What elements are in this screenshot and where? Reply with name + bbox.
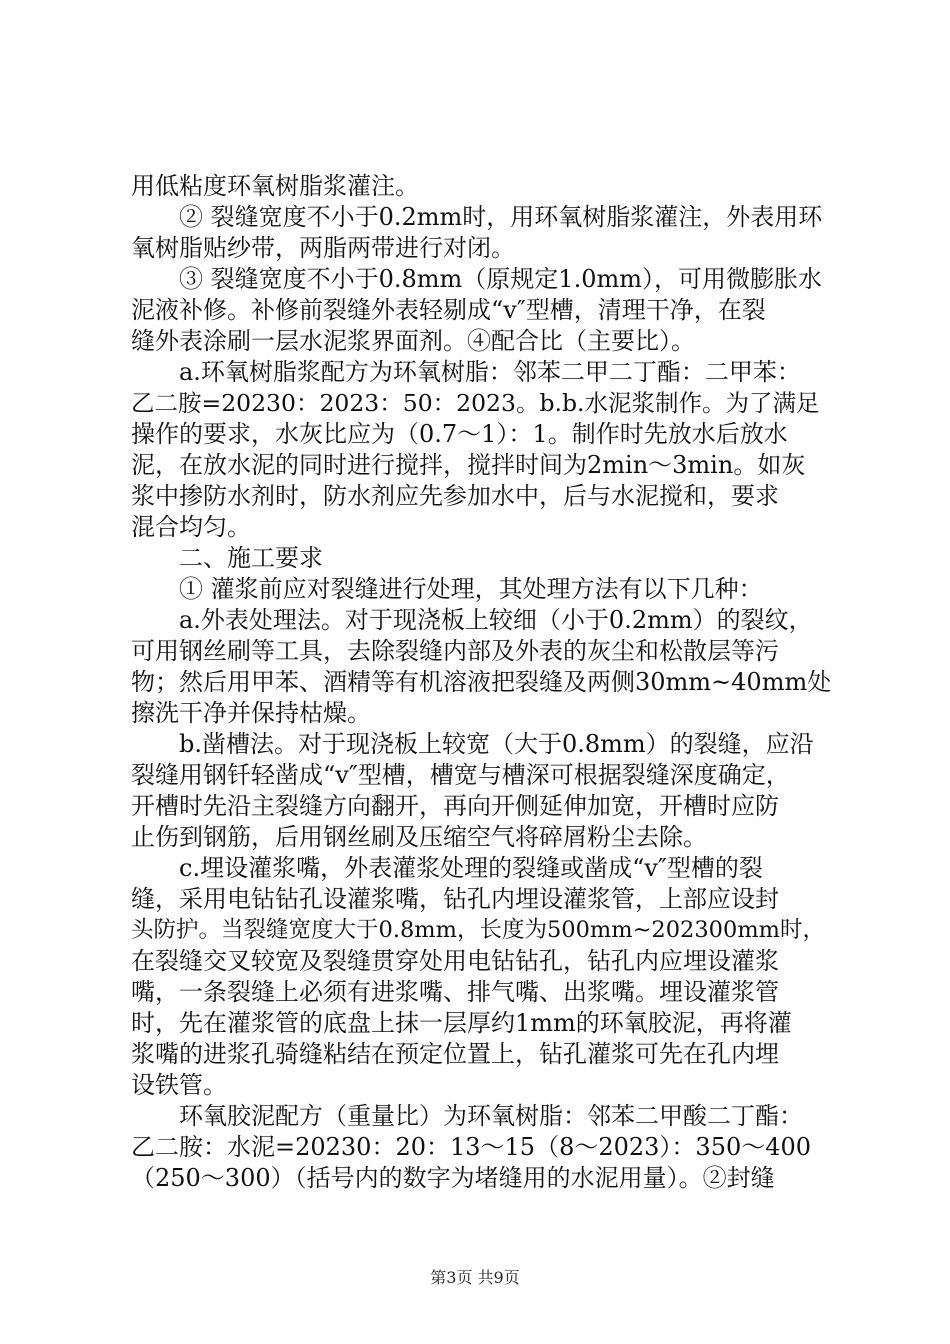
text-line: 缝外表涂刷一层水泥浆界面剂。④配合比（主要比）。	[131, 327, 695, 355]
text-line: 缝，采用电钻钻孔设灌浆嘴，钻孔内埋设灌浆管，上部应设封	[131, 885, 779, 913]
page-footer: 第3页 共9页	[430, 1268, 520, 1287]
text-line: 设铁管。	[131, 1071, 227, 1099]
text-line: 开槽时先沿主裂缝方向翻开，再向开侧延伸加宽，开槽时应防	[131, 792, 779, 820]
text-line: 裂缝用钢钎轻凿成“v″型槽，槽宽与槽深可根据裂缝深度确定，	[131, 761, 790, 789]
text-line: b.凿槽法。对于现浇板上较宽（大于0.8mm）的裂缝，应沿	[131, 730, 814, 758]
text-line: ③ 裂缝宽度不小于0.8mm（原规定1.0mm），可用微膨胀水	[131, 265, 822, 293]
text-line: 嘴，一条裂缝上必须有进浆嘴、排气嘴、出浆嘴。埋设灌浆管	[131, 978, 779, 1006]
text-line: 可用钢丝刷等工具，去除裂缝内部及外表的灰尘和松散层等污	[131, 637, 779, 665]
text-line: 物；然后用甲苯、酒精等有机溶液把裂缝及两侧30mm~40mm处	[131, 668, 832, 696]
text-line: 乙二胺=20230：2023：50：2023。b.b.水泥浆制作。为了满足	[131, 389, 820, 417]
text-line: （250～300）（括号内的数字为堵缝用的水泥用量）。②封缝	[131, 1164, 775, 1192]
text-line: ② 裂缝宽度不小于0.2mm时，用环氧树脂浆灌注，外表用环	[131, 203, 823, 231]
text-line: a.环氧树脂浆配方为环氧树脂：邻苯二甲二丁酯：二甲苯：	[131, 358, 801, 386]
text-line: 头防护。当裂缝宽度大于0.8mm，长度为500mm~202300mm时，	[131, 917, 825, 943]
text-line: 时，先在灌浆管的底盘上抹一层厚约1mm的环氧胶泥，再将灌	[131, 1009, 792, 1037]
text-line: c.埋设灌浆嘴，外表灌浆处理的裂缝或凿成“v″型槽的裂	[131, 854, 763, 882]
text-line: 环氧胶泥配方（重量比）为环氧树脂：邻苯二甲酸二丁酯：	[131, 1102, 803, 1130]
text-line: 泥，在放水泥的同时进行搅拌，搅拌时间为2min～3min。如灰	[131, 451, 806, 479]
text-line: 操作的要求，水灰比应为（0.7～1）：1。制作时先放水后放水	[131, 420, 788, 448]
text-line: 二、施工要求	[131, 544, 323, 572]
text-line: 浆嘴的进浆孔骑缝粘结在预定位置上，钻孔灌浆可先在孔内埋	[131, 1040, 779, 1068]
text-line: 混合均匀。	[131, 513, 251, 541]
text-line: a.外表处理法。对于现浇板上较细（小于0.2mm）的裂纹，	[131, 606, 813, 634]
body-text	[131, 171, 831, 1194]
text-line: 氧树脂贴纱带，两脂两带进行对闭。	[131, 234, 515, 262]
text-line: 乙二胺：水泥=20230：20：13～15（8～2023）：350～400	[131, 1133, 812, 1161]
text-line: ① 灌浆前应对裂缝进行处理，其处理方法有以下几种：	[131, 575, 763, 603]
text-line: 在裂缝交叉较宽及裂缝贯穿处用电钻钻孔，钻孔内应埋设灌浆	[131, 947, 779, 975]
text-line: 擦洗干净并保持枯燥。	[131, 699, 371, 727]
text-line: 浆中掺防水剂时，防水剂应先参加水中，后与水泥搅和，要求	[131, 482, 779, 510]
text-line: 用低粘度环氧树脂浆灌注。	[131, 172, 419, 200]
text-line: 泥液补修。补修前裂缝外表轻剔成“v″型槽，清理干净，在裂	[131, 296, 766, 324]
text-line: 止伤到钢筋，后用钢丝刷及压缩空气将碎屑粉尘去除。	[131, 823, 707, 851]
